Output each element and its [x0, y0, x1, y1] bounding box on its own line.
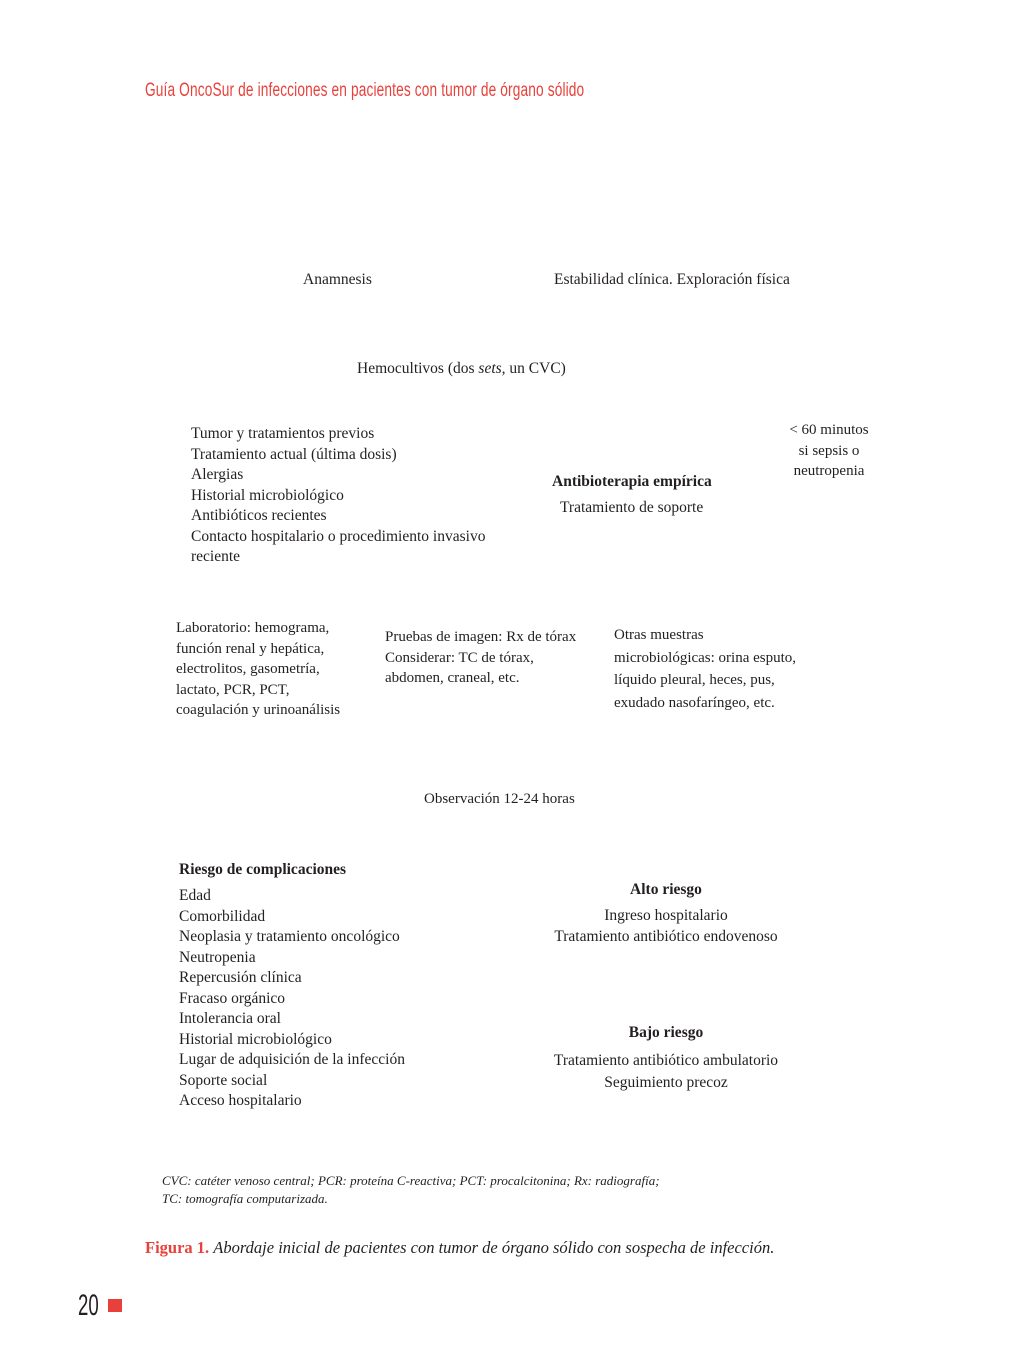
riesgo-item: Acceso hospitalario	[179, 1092, 302, 1109]
imagen-box	[385, 627, 576, 689]
riesgo-item: Fracaso orgánico	[179, 989, 286, 1007]
imagen-line: abdomen, craneal, etc.	[385, 670, 520, 686]
otras-muestras-line: Otras muestras	[614, 627, 704, 643]
otras-muestras-line: microbiológicas: orina esputo,	[614, 649, 797, 666]
anamnesis-item: Tumor y tratamientos previos	[191, 425, 375, 442]
page-marker-square	[108, 1299, 122, 1312]
observacion-label: Observación 12-24 horas	[424, 791, 575, 807]
otras-muestras-line: líquido pleural, heces, pus,	[614, 672, 775, 688]
riesgo-title: Riesgo de complicaciones	[179, 861, 347, 878]
laboratorio-box	[176, 618, 340, 721]
imagen-line: Considerar: TC de tórax,	[385, 649, 534, 666]
laboratorio-line: coagulación y urinoanálisis	[176, 702, 341, 718]
riesgo-item: Neoplasia y tratamiento oncológico	[179, 928, 400, 945]
riesgo-item: Edad	[179, 887, 211, 904]
anamnesis-item: Alergias	[191, 466, 244, 483]
tiempo-note	[770, 420, 888, 482]
otras-muestras-line: exudado nasofaríngeo, etc.	[614, 694, 775, 711]
alto-riesgo-line: Ingreso hospitalario	[604, 906, 728, 924]
riesgo-item: Intolerancia oral	[179, 1010, 281, 1027]
anamnesis-item: Contacto hospitalario o procedimiento invasivo	[191, 527, 486, 545]
anamnesis-items	[191, 424, 485, 568]
otras-muestras-box	[614, 624, 796, 714]
hemocultivos-label: Hemocultivos (dos sets, un CVC)	[357, 360, 566, 377]
riesgo-items	[179, 886, 405, 1112]
anamnesis-item: reciente	[191, 548, 241, 565]
anamnesis-item: Tratamiento actual (última dosis)	[191, 445, 397, 463]
alto-riesgo-title: Alto riesgo	[630, 881, 702, 898]
riesgo-item: Comorbilidad	[179, 907, 266, 925]
running-header: Guía OncoSur de infecciones en pacientes con tumor de órgano sólido	[145, 80, 585, 101]
laboratorio-line: electrolitos, gasometría,	[176, 661, 320, 677]
bajo-riesgo-line: Seguimiento precoz	[604, 1073, 728, 1091]
figure-footnote	[162, 1172, 660, 1208]
antibioterapia-subtitle: Tratamiento de soporte	[560, 499, 704, 516]
riesgo-item: Soporte social	[179, 1071, 268, 1089]
bajo-riesgo-box	[526, 1023, 806, 1094]
page-number: 20	[78, 1289, 99, 1322]
figure-caption	[145, 1238, 774, 1258]
estabilidad-label: Estabilidad clínica. Exploración física	[554, 271, 790, 288]
anamnesis-item: Historial microbiológico	[191, 486, 344, 504]
riesgo-item: Lugar de adquisición de la infección	[179, 1051, 405, 1068]
laboratorio-line: lactato, PCR, PCT,	[176, 681, 290, 698]
imagen-line: Pruebas de imagen: Rx de tórax	[385, 629, 577, 645]
anamnesis-label: Anamnesis	[303, 271, 372, 288]
laboratorio-line: Laboratorio: hemograma,	[176, 620, 330, 636]
tiempo-line: neutropenia	[793, 463, 865, 479]
tiempo-line: < 60 minutos	[789, 422, 869, 438]
tiempo-line: si sepsis o	[798, 442, 860, 459]
alto-riesgo-line: Tratamiento antibiótico endovenoso	[554, 928, 778, 945]
riesgo-item: Repercusión clínica	[179, 969, 302, 986]
caption-label: Figura 1.	[145, 1238, 210, 1257]
caption-text: Abordaje inicial de pacientes con tumor de órgano sólido con sospecha de infección.	[213, 1238, 775, 1257]
riesgo-item: Neutropenia	[179, 948, 256, 966]
footnote-line: TC: tomografía computarizada.	[162, 1191, 328, 1206]
antibioterapia-title: Antibioterapia empírica	[552, 473, 712, 490]
anamnesis-item: Antibióticos recientes	[191, 507, 327, 524]
laboratorio-line: función renal y hepática,	[176, 640, 325, 657]
bajo-riesgo-title: Bajo riesgo	[628, 1024, 704, 1041]
riesgo-item: Historial microbiológico	[179, 1030, 332, 1048]
alto-riesgo-box	[526, 880, 806, 948]
footnote-line: CVC: catéter venoso central; PCR: proteína C-reactiva; PCT: procalcitonina; Rx: radiografía;	[162, 1173, 660, 1188]
bajo-riesgo-line: Tratamiento antibiótico ambulatorio	[553, 1051, 779, 1069]
